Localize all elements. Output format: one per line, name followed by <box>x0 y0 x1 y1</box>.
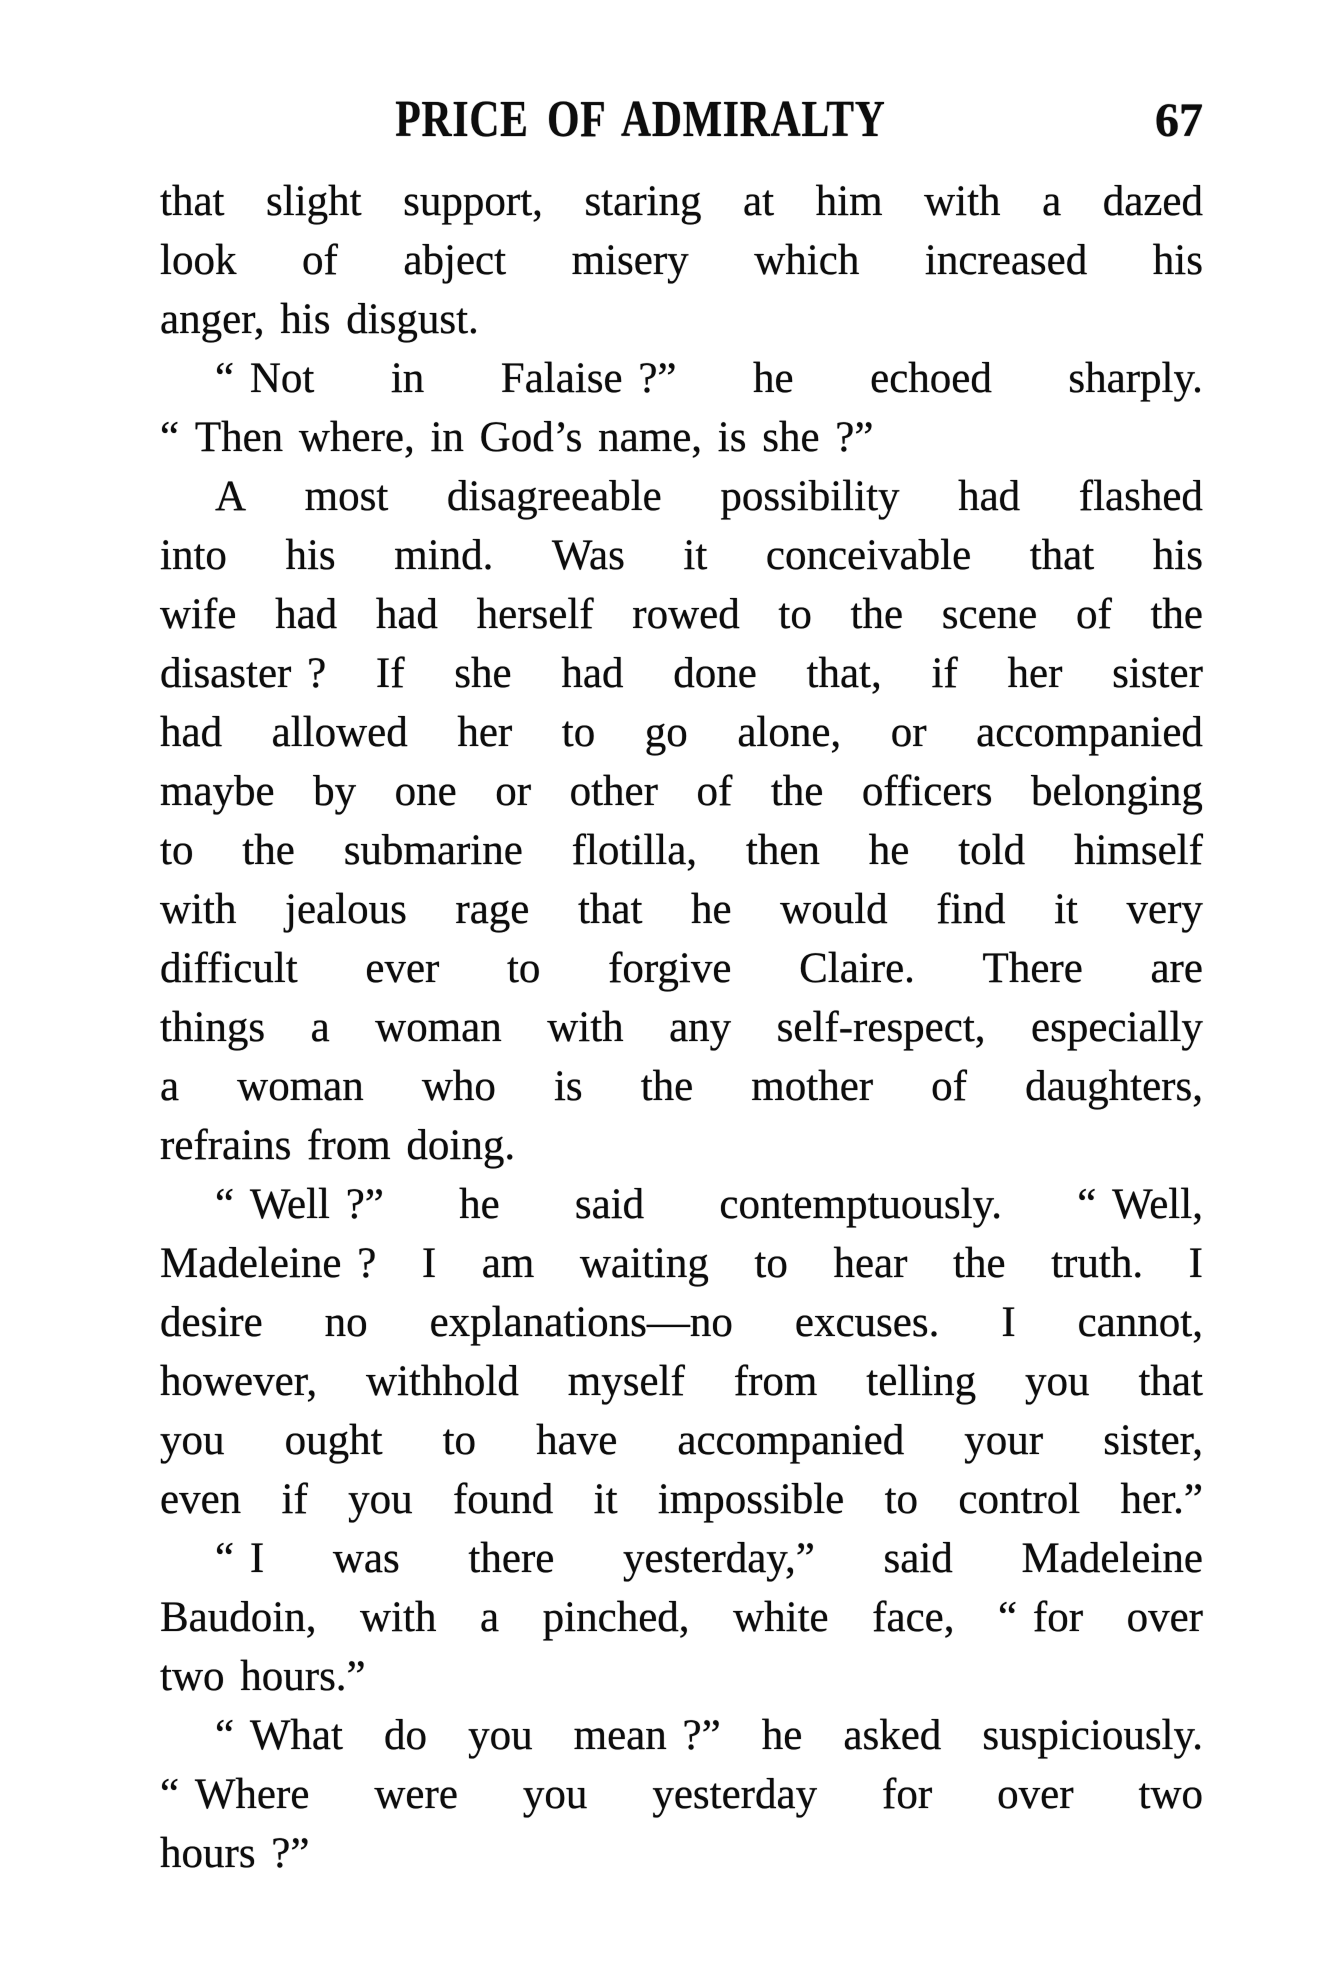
word: with <box>360 1594 437 1641</box>
word: maybe <box>160 768 275 815</box>
page-body <box>160 172 1203 1883</box>
word: mother <box>751 1063 874 1110</box>
word: of <box>696 768 733 815</box>
word: withhold <box>365 1358 519 1405</box>
paragraph <box>160 172 1203 349</box>
word: over <box>997 1771 1074 1818</box>
text-line <box>160 762 1203 821</box>
word: if <box>931 650 958 697</box>
word: you <box>522 1771 588 1818</box>
word: done <box>673 650 757 697</box>
word: ought <box>284 1417 383 1464</box>
word: however, <box>160 1358 318 1405</box>
word: scene <box>941 591 1038 638</box>
text-line <box>160 703 1203 762</box>
word: disagreeable <box>446 473 662 520</box>
text-line: anger, his disgust. <box>160 296 479 343</box>
word: support, <box>403 178 543 225</box>
word: Falaise ?” <box>500 355 677 402</box>
word: you <box>160 1417 225 1464</box>
word: control <box>958 1476 1081 1523</box>
word: to <box>561 709 596 756</box>
word: his <box>285 532 336 579</box>
word: sister <box>1112 650 1203 697</box>
word: Claire. <box>799 945 915 992</box>
word: or <box>495 768 532 815</box>
text-line <box>160 998 1203 1057</box>
text-line <box>160 349 1203 408</box>
word: dazed <box>1102 178 1203 225</box>
word: was <box>332 1535 400 1582</box>
word: it <box>1054 886 1078 933</box>
word: said <box>883 1535 953 1582</box>
word: found <box>452 1476 554 1523</box>
word: that <box>1029 532 1095 579</box>
word: he <box>761 1712 803 1759</box>
word: your <box>964 1417 1044 1464</box>
word: things <box>160 1004 266 1051</box>
word: A <box>215 473 247 520</box>
word: for <box>882 1771 933 1818</box>
word: she <box>454 650 512 697</box>
word: other <box>569 768 658 815</box>
word: jealous <box>285 886 407 933</box>
text-line <box>160 1765 1203 1824</box>
word: he <box>868 827 910 874</box>
paragraph <box>160 349 1203 467</box>
word: in <box>390 355 425 402</box>
word: I <box>421 1240 437 1287</box>
paragraph <box>160 1529 1203 1706</box>
word: excuses. <box>794 1299 940 1346</box>
text-line <box>160 644 1203 703</box>
word: from <box>733 1358 818 1405</box>
word: most <box>304 473 389 520</box>
word: misery <box>571 237 689 284</box>
word: would <box>780 886 888 933</box>
word: at <box>743 178 775 225</box>
word: to <box>754 1240 788 1287</box>
word: which <box>754 237 860 284</box>
word: do <box>384 1712 428 1759</box>
word: of <box>1075 591 1112 638</box>
word: pinched, <box>542 1594 690 1641</box>
word: yesterday,” <box>623 1535 815 1582</box>
word: were <box>374 1771 458 1818</box>
word: it <box>683 532 708 579</box>
text-line <box>160 172 1203 231</box>
word: had <box>160 709 223 756</box>
word: to <box>160 827 194 874</box>
paragraph <box>160 467 1203 1175</box>
word: flashed <box>1078 473 1203 520</box>
word: belonging <box>1030 768 1203 815</box>
word: who <box>421 1063 496 1110</box>
word: her <box>1007 650 1063 697</box>
word: mean ?” <box>573 1712 721 1759</box>
word: or <box>890 709 927 756</box>
word: Was <box>551 532 625 579</box>
word: a <box>160 1063 180 1110</box>
word: of <box>931 1063 967 1110</box>
text-line <box>160 467 1203 526</box>
word: find <box>936 886 1006 933</box>
word: echoed <box>870 355 992 402</box>
word: had <box>561 650 624 697</box>
running-header <box>160 90 1203 154</box>
word: are <box>1150 945 1203 992</box>
text-line <box>160 1234 1203 1293</box>
text-line <box>160 1588 1203 1647</box>
word: no <box>324 1299 368 1346</box>
word: mind. <box>394 532 494 579</box>
word: “ What <box>215 1712 343 1759</box>
word: a <box>310 1004 330 1051</box>
word: explanations—no <box>429 1299 733 1346</box>
word: officers <box>861 768 993 815</box>
text-line <box>160 1057 1203 1116</box>
word: rage <box>455 886 530 933</box>
word: asked <box>843 1712 942 1759</box>
word: sister, <box>1103 1417 1203 1464</box>
word: accompanied <box>976 709 1203 756</box>
text-line <box>160 821 1203 880</box>
word: forgive <box>608 945 732 992</box>
word: am <box>481 1240 535 1287</box>
word: herself <box>476 591 594 638</box>
word: with <box>547 1004 624 1051</box>
word: alone, <box>737 709 842 756</box>
word: very <box>1126 886 1203 933</box>
text-line <box>160 939 1203 998</box>
text-line <box>160 1411 1203 1470</box>
word: Madeleine ? <box>160 1240 377 1287</box>
word: face, <box>872 1594 955 1641</box>
word: conceivable <box>765 532 972 579</box>
word: ever <box>365 945 440 992</box>
word: one <box>394 768 457 815</box>
word: “ for <box>998 1594 1084 1641</box>
word: If <box>375 650 405 697</box>
text-line: hours ?” <box>160 1830 310 1877</box>
word: rowed <box>632 591 740 638</box>
word: his <box>1152 237 1203 284</box>
word: “ Where <box>160 1771 310 1818</box>
word: had <box>375 591 438 638</box>
word: the <box>242 827 295 874</box>
word: had <box>275 591 338 638</box>
word: “ I <box>215 1535 265 1582</box>
word: wife <box>160 591 237 638</box>
word: self-respect, <box>776 1004 986 1051</box>
word: telling <box>866 1358 977 1405</box>
word: told <box>958 827 1026 874</box>
word: impossible <box>657 1476 845 1523</box>
word: look <box>160 237 237 284</box>
word: you <box>468 1712 533 1759</box>
word: to <box>442 1417 477 1464</box>
text-line <box>160 526 1203 585</box>
word: himself <box>1073 827 1203 874</box>
word: his <box>1152 532 1203 579</box>
running-header-title: PRICE OF ADMIRALTY <box>395 91 886 148</box>
word: with <box>924 178 1001 225</box>
running-header-title-wrap <box>160 90 1203 149</box>
word: that <box>577 886 643 933</box>
word: contemptuously. <box>719 1181 1003 1228</box>
word: even <box>160 1476 242 1523</box>
text-line <box>160 1352 1203 1411</box>
word: then <box>745 827 820 874</box>
text-line <box>160 585 1203 644</box>
word: I <box>1188 1240 1203 1287</box>
word: he <box>459 1181 500 1228</box>
word: that <box>160 178 225 225</box>
paragraph <box>160 1706 1203 1883</box>
text-line <box>160 1529 1203 1588</box>
word: slight <box>266 178 362 225</box>
word: hear <box>833 1240 908 1287</box>
word: yesterday <box>652 1771 818 1818</box>
word: any <box>669 1004 732 1051</box>
text-line <box>160 1706 1203 1765</box>
word: “ Not <box>215 355 315 402</box>
word: you <box>1025 1358 1090 1405</box>
word: abject <box>403 237 507 284</box>
word: the <box>770 768 824 815</box>
word: possibility <box>720 473 900 520</box>
word: desire <box>160 1299 263 1346</box>
word: waiting <box>579 1240 709 1287</box>
word: two <box>1138 1771 1203 1818</box>
word: the <box>1150 591 1203 638</box>
word: have <box>536 1417 618 1464</box>
word: cannot, <box>1077 1299 1203 1346</box>
word: woman <box>237 1063 364 1110</box>
word: you <box>348 1476 413 1523</box>
word: Madeleine <box>1021 1535 1203 1582</box>
word: the <box>953 1240 1006 1287</box>
word: there <box>468 1535 555 1582</box>
word: woman <box>375 1004 502 1051</box>
word: of <box>302 237 338 284</box>
word: a <box>1042 178 1062 225</box>
word: accompanied <box>677 1417 905 1464</box>
word: is <box>553 1063 583 1110</box>
word: her.” <box>1120 1476 1203 1523</box>
word: had <box>958 473 1021 520</box>
word: sharply. <box>1068 355 1203 402</box>
word: into <box>160 532 227 579</box>
word: staring <box>584 178 702 225</box>
word: a <box>480 1594 500 1641</box>
word: daughters, <box>1025 1063 1203 1110</box>
word: over <box>1126 1594 1203 1641</box>
word: myself <box>567 1358 685 1405</box>
word: go <box>644 709 688 756</box>
word: truth. <box>1051 1240 1144 1287</box>
word: the <box>640 1063 694 1110</box>
word: difficult <box>160 945 298 992</box>
word: to <box>884 1476 919 1523</box>
text-line <box>160 1175 1203 1234</box>
word: if <box>281 1476 308 1523</box>
word: by <box>313 768 357 815</box>
text-line <box>160 1293 1203 1352</box>
word: that <box>1138 1358 1203 1405</box>
text-line <box>160 1470 1203 1529</box>
word: submarine <box>343 827 523 874</box>
word: suspiciously. <box>982 1712 1203 1759</box>
word: “ Well ?” <box>215 1181 384 1228</box>
word: white <box>733 1594 829 1641</box>
word: I <box>1001 1299 1016 1346</box>
word: to <box>778 591 812 638</box>
word: There <box>982 945 1083 992</box>
word: allowed <box>271 709 408 756</box>
word: the <box>850 591 904 638</box>
word: him <box>815 178 883 225</box>
text-line <box>160 231 1203 290</box>
text-line: refrains from doing. <box>160 1122 516 1169</box>
page-number: 67 <box>1155 94 1203 147</box>
word: increased <box>924 237 1088 284</box>
word: “ Well, <box>1077 1181 1203 1228</box>
word: her <box>457 709 513 756</box>
word: especially <box>1031 1004 1203 1051</box>
paragraph <box>160 1175 1203 1529</box>
word: he <box>753 355 794 402</box>
word: to <box>506 945 541 992</box>
word: that, <box>806 650 882 697</box>
word: said <box>574 1181 645 1228</box>
word: disaster ? <box>160 650 327 697</box>
text-line: two hours.” <box>160 1653 366 1700</box>
word: Baudoin, <box>160 1594 317 1641</box>
text-line <box>160 880 1203 939</box>
word: flotilla, <box>571 827 698 874</box>
word: it <box>593 1476 618 1523</box>
text-line: “ Then where, in God’s name, is she ?” <box>160 414 874 461</box>
word: he <box>691 886 732 933</box>
word: with <box>160 886 237 933</box>
